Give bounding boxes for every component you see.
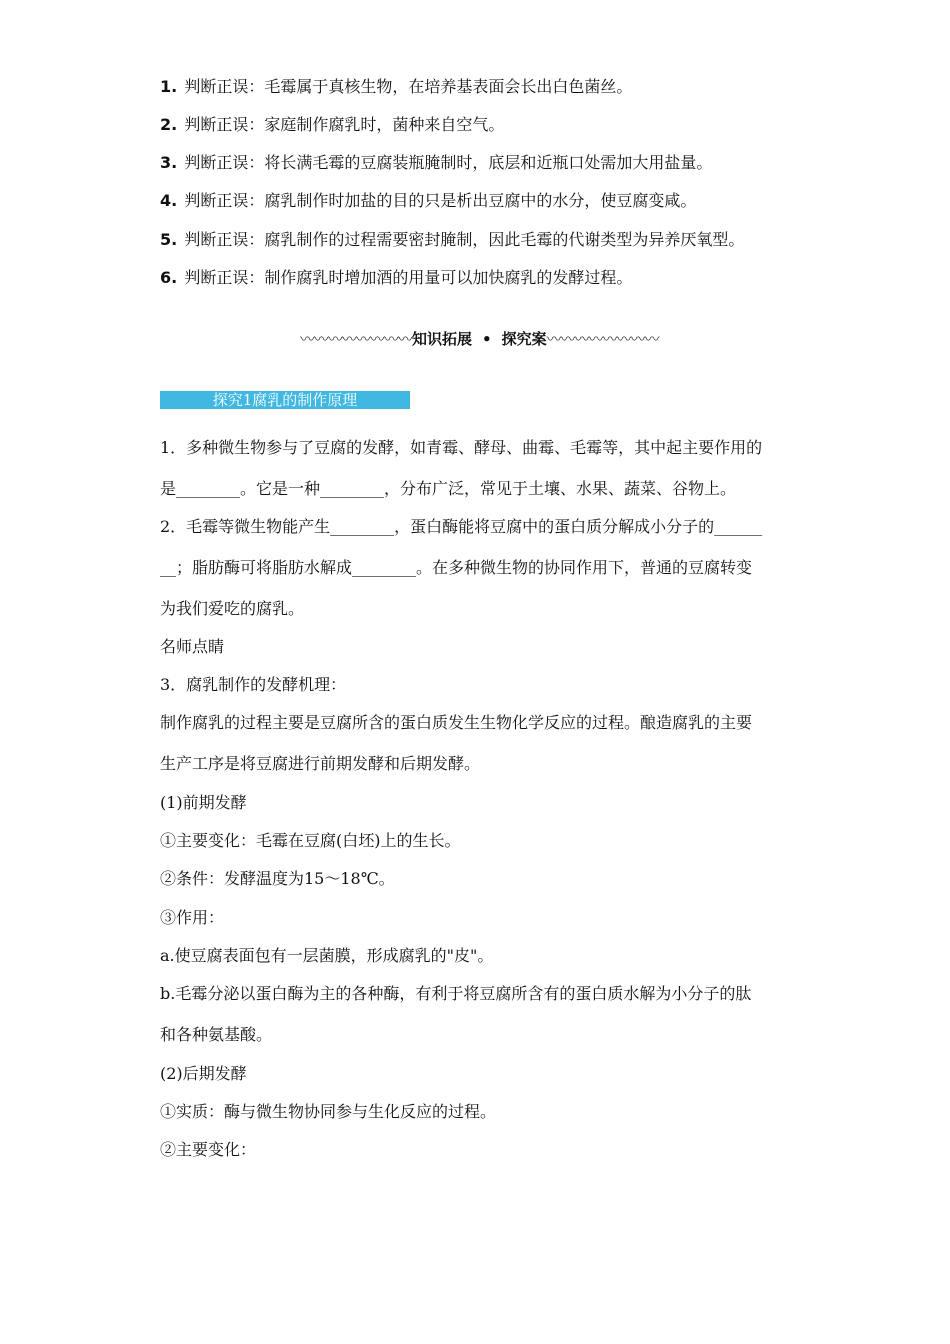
text-line: 名师点睛 <box>160 637 225 656</box>
judgment-item-2: 2. 判断正误：家庭制作腐乳时，菌种来自空气。 <box>160 115 505 134</box>
judgment-item-3: 3. 判断正误：将长满毛霉的豆腐装瓶腌制时，底层和近瓶口处需加大用盐量。 <box>160 153 713 172</box>
separator-dot: • <box>482 330 492 348</box>
text-line: b.毛霉分泌以蛋白酶为主的各种酶，有利于将豆腐所含有的蛋白质水解为小分子的肽 <box>160 984 752 1003</box>
judgment-item-4: 4. 判断正误：腐乳制作时加盐的目的只是析出豆腐中的水分，使豆腐变咸。 <box>160 191 697 210</box>
text-line: a.使豆腐表面包有一层菌膜，形成腐乳的"皮"。 <box>160 946 494 965</box>
wave-decoration-right: 〰〰〰〰〰〰〰〰 <box>546 330 659 348</box>
text-line: 3．腐乳制作的发酵机理： <box>160 675 347 694</box>
text-line: ①实质：酶与微生物协同参与生化反应的过程。 <box>160 1102 497 1121</box>
judgment-item-6: 6. 判断正误：制作腐乳时增加酒的用量可以加快腐乳的发酵过程。 <box>160 268 633 287</box>
text-line: 制作腐乳的过程主要是豆腐所含的蛋白质发生生物化学反应的过程。酿造腐乳的主要 <box>160 713 753 732</box>
text-line: ③作用： <box>160 908 225 927</box>
section-title-left: 知识拓展 <box>412 330 473 348</box>
text-line: 为我们爱吃的腐乳。 <box>160 599 305 618</box>
wave-decoration-left: 〰〰〰〰〰〰〰〰 <box>300 330 413 348</box>
text-line: 生产工序是将豆腐进行前期发酵和后期发酵。 <box>160 754 481 773</box>
text-line: 是________。它是一种________，分布广泛，常见于土壤、水果、蔬菜、谷物上。 <box>160 479 737 498</box>
text-line: ②主要变化： <box>160 1140 257 1159</box>
section-header <box>300 328 659 350</box>
text-line: 和各种氨基酸。 <box>160 1025 273 1044</box>
section-title-right: 探究案 <box>501 330 547 348</box>
text-line: __；脂肪酶可将脂肪水解成________。在多种微生物的协同作用下，普通的豆腐转变 <box>160 558 753 577</box>
judgment-item-1: 1. 判断正误：毛霉属于真核生物，在培养基表面会长出白色菌丝。 <box>160 77 633 96</box>
text-line: 1．多种微生物参与了豆腐的发酵，如青霉、酵母、曲霉、毛霉等，其中起主要作用的 <box>160 438 763 457</box>
text-line: ②条件：发酵温度为15～18℃。 <box>160 869 395 888</box>
judgment-item-5: 5. 判断正误：腐乳制作的过程需要密封腌制，因此毛霉的代谢类型为异养厌氧型。 <box>160 230 745 249</box>
text-line: ①主要变化：毛霉在豆腐(白坯)上的生长。 <box>160 831 461 850</box>
text-line: (2)后期发酵 <box>160 1064 247 1083</box>
text-line: 2．毛霉等微生物能产生________，蛋白酶能将豆腐中的蛋白质分解成小分子的______ <box>160 517 763 536</box>
topic-banner: 探究1腐乳的制作原理 <box>160 391 410 409</box>
text-line: (1)前期发酵 <box>160 793 247 812</box>
